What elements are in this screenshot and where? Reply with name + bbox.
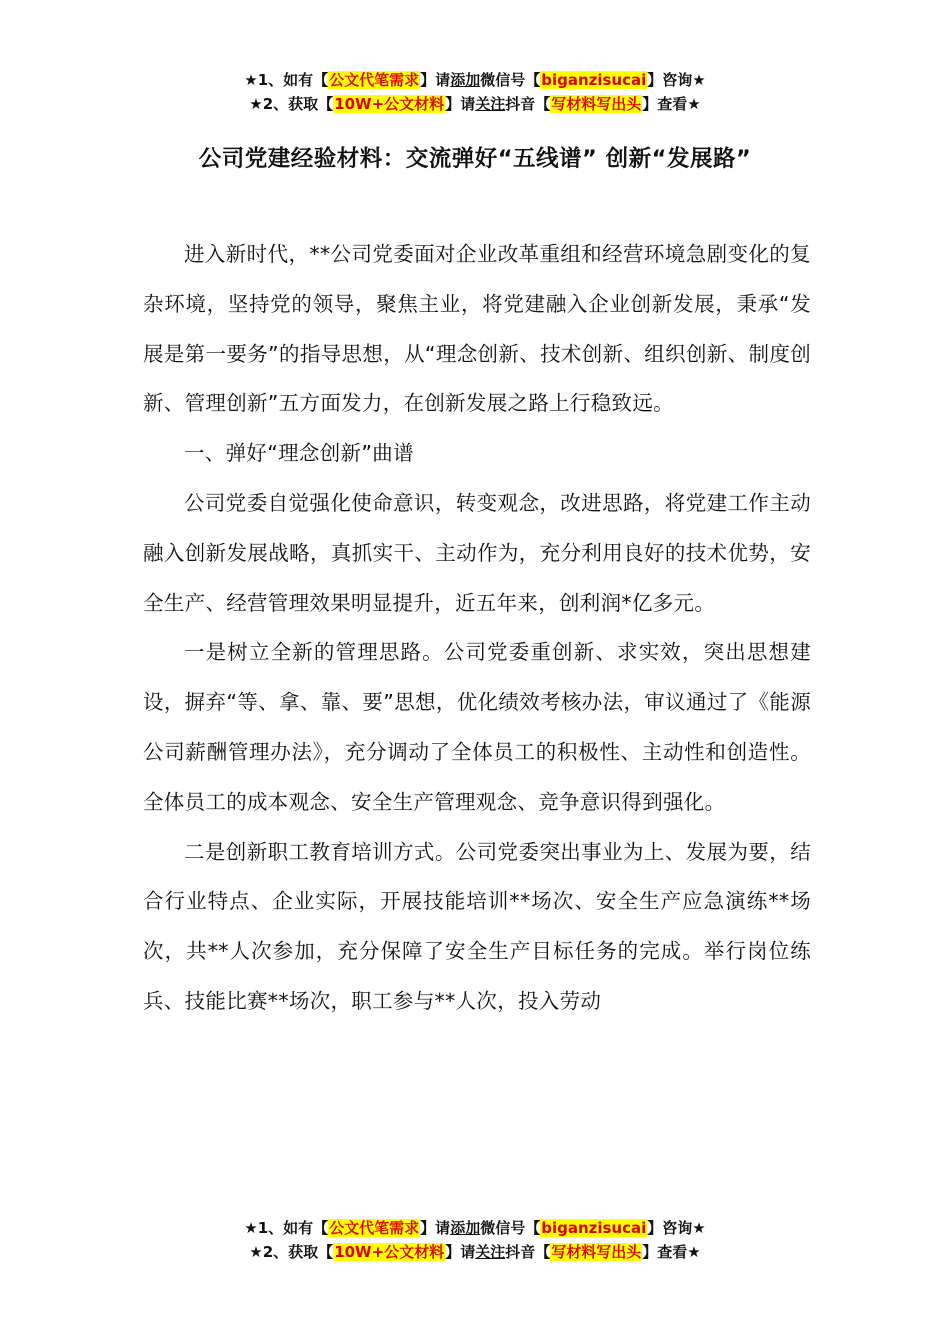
paragraph: 公司党委自觉强化使命意识，转变观念，改进思路，将党建工作主动融入创新发展战略，真抓实干、主动作为，充分利用良好的技术优势，安全生产、经营管理效果明显提升，近五年来，创利润*亿多元。 — [143, 490, 811, 615]
emphasis-text: 关注 — [475, 1243, 506, 1261]
banner-text: 微信号【 — [480, 1219, 541, 1237]
document-title: 公司党建经验材料：交流弹好“五线谱” 创新“发展路” — [198, 146, 752, 172]
banner-text: ★2、获取【 — [249, 1243, 334, 1261]
document-body — [143, 230, 811, 1027]
banner-line-1 — [0, 1216, 950, 1240]
highlight-text: 10W+公文材料 — [334, 1243, 445, 1261]
wechat-id-highlight: biganzisucai — [541, 71, 647, 89]
banner-text: 】请 — [445, 95, 476, 113]
paragraph: 进入新时代，**公司党委面对企业改革重组和经营环境急剧变化的复杂环境，坚持党的领导，聚焦主业，将党建融入企业创新发展，秉承“发展是第一要务”的指导思想，从“理念创新、技术创新、组织创新、制度创新、管理创新”五方面发力，在创新发展之路上行稳致远。 — [143, 242, 811, 416]
emphasis-text: 添加 — [450, 1219, 481, 1237]
banner-text: 抖音【 — [505, 1243, 551, 1261]
highlight-text: 公文代笔需求 — [329, 71, 420, 89]
header-banner — [0, 68, 950, 116]
douyin-id-highlight: 写材料写出头 — [551, 1243, 642, 1261]
banner-text: 】请 — [445, 1243, 476, 1261]
footer-banner — [0, 1216, 950, 1264]
paragraph: 一是树立全新的管理思路。公司党委重创新、求实效，突出思想建设，摒弃“等、拿、靠、要”思想，优化绩效考核办法，审议通过了《能源公司薪酬管理办法》，充分调动了全体员工的积极性、主动性和创造性。全体员工的成本观念、安全生产管理观念、竞争意识得到强化。 — [143, 640, 811, 814]
banner-text: ★1、如有【 — [244, 1219, 329, 1237]
douyin-id-highlight: 写材料写出头 — [551, 95, 642, 113]
banner-text: 】咨询★ — [647, 71, 706, 89]
banner-text: ★2、获取【 — [249, 95, 334, 113]
banner-text: 】查看★ — [642, 95, 701, 113]
highlight-text: 公文代笔需求 — [329, 1219, 420, 1237]
section-heading: 一、弹好“理念创新”曲谱 — [184, 441, 414, 466]
wechat-id-highlight: biganzisucai — [541, 1219, 647, 1237]
banner-text: 】请 — [420, 71, 451, 89]
paragraph: 二是创新职工教育培训方式。公司党委突出事业为上、发展为要，结合行业特点、企业实际，开展技能培训**场次、安全生产应急演练**场次，共**人次参加，充分保障了安全生产目标任务的完成。举行岗位练兵、技能比赛**场次，职工参与**人次，投入劳动 — [143, 839, 811, 1013]
banner-text: 】请 — [420, 1219, 451, 1237]
emphasis-text: 添加 — [450, 71, 481, 89]
banner-line-2 — [0, 92, 950, 116]
banner-text: 】查看★ — [642, 1243, 701, 1261]
banner-text: ★1、如有【 — [244, 71, 329, 89]
banner-text: 】咨询★ — [647, 1219, 706, 1237]
banner-text: 抖音【 — [505, 95, 551, 113]
banner-line-2 — [0, 1240, 950, 1264]
highlight-text: 10W+公文材料 — [334, 95, 445, 113]
banner-line-1 — [0, 68, 950, 92]
banner-text: 微信号【 — [480, 71, 541, 89]
emphasis-text: 关注 — [475, 95, 506, 113]
